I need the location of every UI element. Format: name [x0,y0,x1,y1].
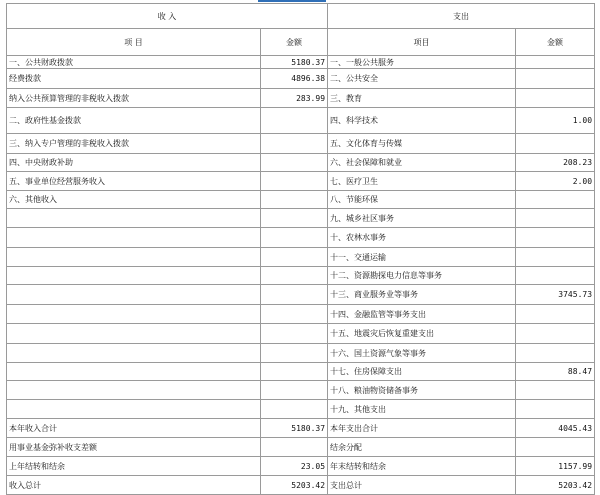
income-header: 收 入 [7,4,328,29]
expense-amount-cell: 88.47 [516,363,595,381]
expense-amount-cell [516,381,595,400]
expense-amount-cell: 4045.43 [516,419,595,438]
expense-item-cell: 五、文化体育与传媒 [328,134,516,154]
income-amount-cell [261,400,328,419]
income-item-header: 项 目 [7,29,261,56]
table-row [7,191,595,209]
header-row-1 [7,4,595,29]
table-row [7,324,595,344]
expense-amount-cell [516,248,595,267]
table-row [7,285,595,305]
income-amount-cell [261,228,328,248]
income-amount-cell: 5203.42 [261,476,328,495]
income-amount-cell [261,324,328,344]
expense-amount-header: 金额 [516,29,595,56]
expense-amount-cell: 208.23 [516,154,595,172]
expense-amount-cell [516,344,595,363]
header-row-2 [7,29,595,56]
income-amount-cell [261,134,328,154]
expense-item-cell: 十、农林水事务 [328,228,516,248]
income-item-cell: 经费拨款 [7,69,261,89]
table-row [7,476,595,495]
income-item-cell: 上年结转和结余 [7,457,261,476]
expense-amount-cell: 3745.73 [516,285,595,305]
expense-item-cell: 一、一般公共服务 [328,56,516,69]
table-row [7,381,595,400]
expense-amount-cell [516,267,595,285]
expense-amount-cell [516,228,595,248]
expense-item-cell: 四、科学技术 [328,108,516,134]
income-amount-cell [261,285,328,305]
expense-item-cell: 结余分配 [328,438,516,457]
income-amount-cell: 5180.37 [261,419,328,438]
top-accent-bar [258,0,326,2]
expense-amount-cell [516,69,595,89]
income-amount-cell [261,363,328,381]
income-amount-cell [261,381,328,400]
table-row [7,248,595,267]
expense-item-header: 项目 [328,29,516,56]
income-amount-cell [261,305,328,324]
table-row [7,69,595,89]
income-amount-cell [261,154,328,172]
expense-item-cell: 十四、金融监管等事务支出 [328,305,516,324]
budget-table [6,3,595,495]
expense-amount-cell [516,191,595,209]
expense-item-cell: 十一、交通运输 [328,248,516,267]
expense-amount-cell: 5203.42 [516,476,595,495]
income-item-cell: 三、纳入专户管理的非税收入拨款 [7,134,261,154]
table-row [7,305,595,324]
income-item-cell [7,228,261,248]
table-row [7,154,595,172]
income-item-cell: 二、政府性基金拨款 [7,108,261,134]
income-item-cell: 纳入公共预算管理的非税收入拨款 [7,89,261,108]
table-row [7,108,595,134]
expense-item-cell: 三、教育 [328,89,516,108]
expense-amount-cell [516,324,595,344]
income-item-cell [7,381,261,400]
expense-amount-cell [516,134,595,154]
income-amount-cell [261,267,328,285]
income-amount-cell [261,172,328,191]
table-row [7,228,595,248]
income-item-cell [7,267,261,285]
expense-amount-cell [516,56,595,69]
income-item-cell: 收入总计 [7,476,261,495]
expense-item-cell: 十二、资源勘探电力信息等事务 [328,267,516,285]
table-row [7,56,595,69]
income-amount-header: 金额 [261,29,328,56]
table-row [7,457,595,476]
income-item-cell [7,305,261,324]
expense-amount-cell: 2.00 [516,172,595,191]
expense-item-cell: 九、城乡社区事务 [328,209,516,228]
income-amount-cell [261,108,328,134]
expense-amount-cell [516,89,595,108]
expense-amount-cell [516,209,595,228]
table-row [7,363,595,381]
expense-item-cell: 本年支出合计 [328,419,516,438]
table-row [7,419,595,438]
expense-item-cell: 十六、国土资源气象等事务 [328,344,516,363]
expense-item-cell: 七、医疗卫生 [328,172,516,191]
table-row [7,344,595,363]
income-item-cell [7,209,261,228]
table-row [7,438,595,457]
expense-header: 支出 [328,4,595,29]
expense-item-cell: 十五、地震灾后恢复重建支出 [328,324,516,344]
expense-item-cell: 二、公共安全 [328,69,516,89]
expense-item-cell: 十三、商业服务业等事务 [328,285,516,305]
income-item-cell: 六、其他收入 [7,191,261,209]
income-item-cell [7,344,261,363]
table-row [7,134,595,154]
expense-item-cell: 十八、粮油物资储备事务 [328,381,516,400]
income-amount-cell [261,209,328,228]
table-row [7,400,595,419]
income-amount-cell [261,191,328,209]
income-item-cell: 一、公共财政拨款 [7,56,261,69]
income-amount-cell [261,344,328,363]
income-amount-cell [261,248,328,267]
table-row [7,267,595,285]
income-item-cell [7,324,261,344]
table-row [7,89,595,108]
expense-item-cell: 六、社会保障和就业 [328,154,516,172]
income-item-cell [7,363,261,381]
income-item-cell [7,400,261,419]
income-item-cell: 用事业基金弥补收支差额 [7,438,261,457]
table-row [7,209,595,228]
income-amount-cell: 5180.37 [261,56,328,69]
expense-amount-cell: 1.00 [516,108,595,134]
expense-amount-cell [516,400,595,419]
expense-item-cell: 支出总计 [328,476,516,495]
expense-item-cell: 年末结转和结余 [328,457,516,476]
expense-item-cell: 十九、其他支出 [328,400,516,419]
expense-item-cell: 八、节能环保 [328,191,516,209]
income-amount-cell: 23.05 [261,457,328,476]
income-amount-cell [261,438,328,457]
income-amount-cell: 283.99 [261,89,328,108]
income-item-cell: 本年收入合计 [7,419,261,438]
income-amount-cell: 4896.38 [261,69,328,89]
table-row [7,172,595,191]
income-item-cell: 五、事业单位经营服务收入 [7,172,261,191]
income-item-cell [7,285,261,305]
expense-amount-cell [516,305,595,324]
expense-amount-cell: 1157.99 [516,457,595,476]
income-item-cell [7,248,261,267]
expense-item-cell: 十七、住房保障支出 [328,363,516,381]
expense-amount-cell [516,438,595,457]
income-item-cell: 四、中央财政补助 [7,154,261,172]
